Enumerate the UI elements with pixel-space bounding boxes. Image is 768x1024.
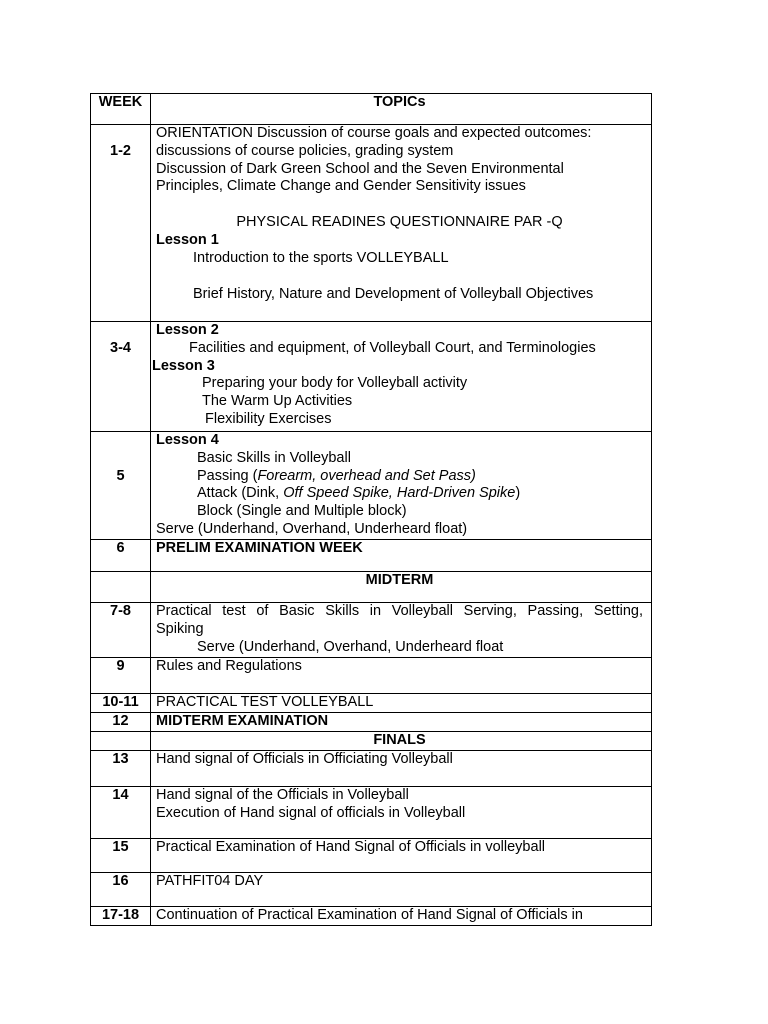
week-cell: 17-18 [91, 906, 151, 925]
lesson-heading: Lesson 3 [152, 357, 215, 374]
table-row [91, 603, 652, 658]
table-row [91, 713, 652, 732]
table-row [91, 731, 652, 750]
spacer [156, 268, 643, 286]
topic-line: Discussion of Dark Green School and the Seven Environmental [156, 160, 564, 177]
topic-text-italic: Forearm, overhead and Set Pass) [257, 467, 476, 484]
topics-cell: Hand signal of Officials in Officiating Volleyball [151, 750, 652, 786]
week-cell: 6 [91, 540, 151, 572]
topics-cell: Rules and Regulations [151, 658, 652, 694]
section-heading: FINALS [151, 731, 652, 750]
lesson-heading: Lesson 1 [156, 231, 219, 248]
topics-cell [151, 603, 652, 658]
topic-line: Principles, Climate Change and Gender Sensitivity issues [156, 178, 526, 195]
topics-cell: Practical Examination of Hand Signal of Officials in volleyball [151, 838, 652, 872]
table-row [91, 872, 652, 906]
topic-line: Serve (Underhand, Overhand, Underheard float [197, 638, 504, 655]
topic-line: Basic Skills in Volleyball [197, 449, 351, 466]
topic-line: PHYSICAL READINES QUESTIONNAIRE PAR -Q [236, 214, 563, 231]
topics-cell: MIDTERM EXAMINATION [151, 713, 652, 732]
topic-text: Passing ( [197, 467, 258, 484]
table-row [91, 572, 652, 603]
topic-line: Execution of Hand signal of officials in Volleyball [156, 804, 466, 821]
table-row [91, 658, 652, 694]
topic-line: The Warm Up Activities [202, 393, 353, 410]
week-cell: 16 [91, 872, 151, 906]
lesson-heading: Lesson 2 [156, 322, 219, 338]
topic-line: Serve (Underhand, Overhand, Underheard float) [156, 520, 468, 537]
topic-line: Introduction to the sports VOLLEYBALL [193, 249, 449, 266]
topics-cell: PRACTICAL TEST VOLLEYBALL [151, 694, 652, 713]
topics-cell [151, 322, 652, 432]
topics-cell [151, 432, 652, 540]
topic-line: Flexibility Exercises [205, 410, 332, 427]
topic-line [156, 485, 643, 503]
table-row [91, 432, 652, 540]
table-row [91, 322, 652, 432]
table-row [91, 750, 652, 786]
topic-line [156, 468, 643, 486]
section-heading: MIDTERM [151, 572, 652, 603]
week-cell: 12 [91, 713, 151, 732]
week-cell: 9 [91, 658, 151, 694]
table-row [91, 540, 652, 572]
week-cell: 7-8 [91, 603, 151, 658]
table-row [91, 125, 652, 322]
topics-cell: Continuation of Practical Examination of Hand Signal of Officials in [151, 906, 652, 925]
topic-line: Practical test of Basic Skills in Volleyball Serving, Passing, Setting, [156, 603, 643, 619]
topic-line: Facilities and equipment, of Volleyball Court, and Terminologies [189, 339, 596, 356]
topics-cell: PATHFIT04 DAY [151, 872, 652, 906]
topic-line: Preparing your body for Volleyball activity [202, 375, 468, 392]
week-cell: 15 [91, 838, 151, 872]
table-row [91, 694, 652, 713]
week-cell: 3-4 [91, 322, 151, 432]
topics-cell [151, 786, 652, 838]
topic-line: Hand signal of the Officials in Volleyball [156, 786, 409, 803]
week-cell: 10-11 [91, 694, 151, 713]
topic-line: discussions of course policies, grading system [156, 142, 454, 159]
course-schedule-table [90, 93, 652, 926]
topic-line: ORIENTATION Discussion of course goals and expected outcomes: [156, 125, 592, 141]
topics-cell: PRELIM EXAMINATION WEEK [151, 540, 652, 572]
week-cell: 1-2 [91, 125, 151, 322]
week-cell: 13 [91, 750, 151, 786]
lesson-heading: Lesson 4 [156, 432, 219, 448]
topics-cell [151, 125, 652, 322]
topic-text: Attack (Dink, [197, 485, 284, 502]
topic-line: Brief History, Nature and Development of Volleyball Objectives [193, 285, 594, 302]
topic-line: Spiking [156, 620, 204, 637]
table-row [91, 786, 652, 838]
topic-text-italic: Off Speed Spike, Hard-Driven Spike [283, 485, 516, 502]
week-cell [91, 731, 151, 750]
week-cell: 14 [91, 786, 151, 838]
week-column-header: WEEK [91, 94, 151, 125]
spacer [156, 196, 643, 214]
topics-column-header: TOPICs [151, 94, 652, 125]
week-cell: 5 [91, 432, 151, 540]
table-row [91, 838, 652, 872]
week-cell [91, 572, 151, 603]
topic-line: Block (Single and Multiple block) [197, 503, 407, 520]
table-header-row [91, 94, 652, 125]
topic-text: ) [515, 485, 521, 502]
table-row [91, 906, 652, 925]
